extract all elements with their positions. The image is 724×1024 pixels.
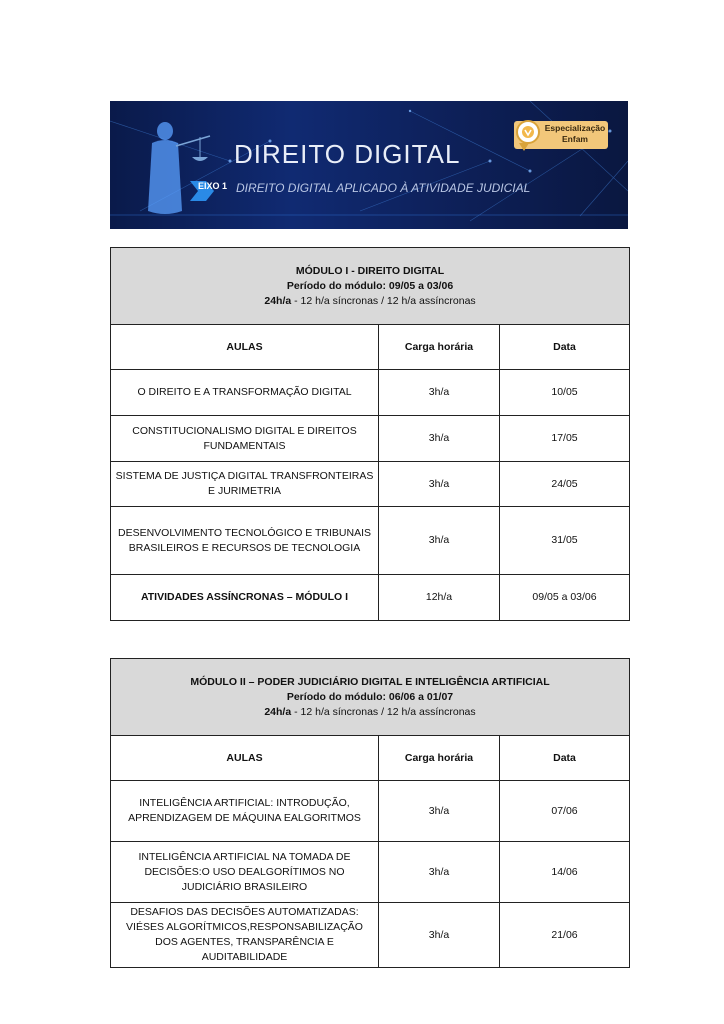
lesson-title: INTELIGÊNCIA ARTIFICIAL NA TOMADA DE DECISÕES:O USO DEALGORÍTIMOS NO JUDICIÁRIO BRASILEIRO bbox=[111, 842, 379, 903]
badge-line-1: Especialização bbox=[544, 123, 606, 133]
lesson-date: 31/05 bbox=[500, 507, 630, 575]
table-row bbox=[111, 370, 630, 416]
lesson-date: 24/05 bbox=[500, 462, 630, 507]
table-row bbox=[111, 781, 630, 842]
table-row bbox=[111, 507, 630, 575]
module-1-title: MÓDULO I - DIREITO DIGITAL bbox=[295, 264, 445, 277]
module-1-table bbox=[110, 247, 630, 621]
lesson-title: O DIREITO E A TRANSFORMAÇÃO DIGITAL bbox=[111, 370, 379, 416]
column-header-aulas: AULAS bbox=[111, 736, 379, 781]
module-2-hours-detail: - 12 h/a síncronas / 12 h/a assíncronas bbox=[291, 705, 476, 718]
lesson-date: 09/05 a 03/06 bbox=[500, 575, 630, 621]
module-2-hours-total: 24h/a bbox=[264, 705, 292, 718]
lesson-date: 14/06 bbox=[500, 842, 630, 903]
column-header-data: Data bbox=[500, 736, 630, 781]
lesson-hours: 3h/a bbox=[379, 842, 500, 903]
lesson-hours: 3h/a bbox=[379, 507, 500, 575]
table-row bbox=[111, 903, 630, 968]
lesson-date: 21/06 bbox=[500, 903, 630, 968]
badge-line-2: Enfam bbox=[562, 134, 588, 144]
module-2-header bbox=[111, 659, 630, 736]
badge-text bbox=[542, 123, 608, 145]
lesson-date: 17/05 bbox=[500, 416, 630, 462]
column-header-carga: Carga horária bbox=[379, 736, 500, 781]
lesson-title: INTELIGÊNCIA ARTIFICIAL: INTRODUÇÃO, APRENDIZAGEM DE MÁQUINA EALGORITMOS bbox=[111, 781, 379, 842]
course-banner bbox=[110, 101, 628, 229]
lesson-title: SISTEMA DE JUSTIÇA DIGITAL TRANSFRONTEIRAS E JURIMETRIA bbox=[111, 462, 379, 507]
lesson-hours: 3h/a bbox=[379, 462, 500, 507]
module-2-hours bbox=[115, 705, 625, 720]
module-2-title: MÓDULO II – PODER JUDICIÁRIO DIGITAL E INTELIGÊNCIA ARTIFICIAL bbox=[190, 675, 550, 688]
module-1-hours-total: 24h/a bbox=[264, 294, 292, 307]
lesson-title: ATIVIDADES ASSÍNCRONAS – MÓDULO I bbox=[111, 575, 379, 621]
lesson-hours: 12h/a bbox=[379, 575, 500, 621]
module-1-hours bbox=[115, 294, 625, 309]
lesson-date: 07/06 bbox=[500, 781, 630, 842]
column-header-data: Data bbox=[500, 325, 630, 370]
module-1-header bbox=[111, 248, 630, 325]
enfam-seal-icon bbox=[516, 120, 540, 144]
column-header-carga: Carga horária bbox=[379, 325, 500, 370]
column-header-aulas: AULAS bbox=[111, 325, 379, 370]
module-1-period: Período do módulo: 09/05 a 03/06 bbox=[286, 279, 454, 292]
lesson-hours: 3h/a bbox=[379, 416, 500, 462]
lesson-date: 10/05 bbox=[500, 370, 630, 416]
lesson-hours: 3h/a bbox=[379, 781, 500, 842]
module-2-table bbox=[110, 658, 630, 968]
banner-title: DIREITO DIGITAL bbox=[234, 139, 461, 169]
table-row bbox=[111, 462, 630, 507]
lesson-hours: 3h/a bbox=[379, 370, 500, 416]
table-row bbox=[111, 842, 630, 903]
eixo-label: EIXO 1 bbox=[198, 181, 228, 191]
lesson-title: CONSTITUCIONALISMO DIGITAL E DIREITOS FUNDAMENTAIS bbox=[111, 416, 379, 462]
table-row bbox=[111, 575, 630, 621]
lesson-title: DESENVOLVIMENTO TECNOLÓGICO E TRIBUNAIS BRASILEIROS E RECURSOS DE TECNOLOGIA bbox=[111, 507, 379, 575]
module-2-period: Período do módulo: 06/06 a 01/07 bbox=[286, 690, 454, 703]
badge-ribbon-icon bbox=[519, 143, 529, 151]
module-1-hours-detail: - 12 h/a síncronas / 12 h/a assíncronas bbox=[291, 294, 476, 307]
lesson-title: DESAFIOS DAS DECISÕES AUTOMATIZADAS: VIÉSES ALGORÍTMICOS,RESPONSABILIZAÇÃO DOS AGENTES, TRANSPARÊNCIA E AUDITABILIDADE bbox=[111, 903, 379, 968]
banner-subtitle: DIREITO DIGITAL APLICADO À ATIVIDADE JUDICIAL bbox=[236, 181, 531, 195]
lesson-hours: 3h/a bbox=[379, 903, 500, 968]
table-row bbox=[111, 416, 630, 462]
